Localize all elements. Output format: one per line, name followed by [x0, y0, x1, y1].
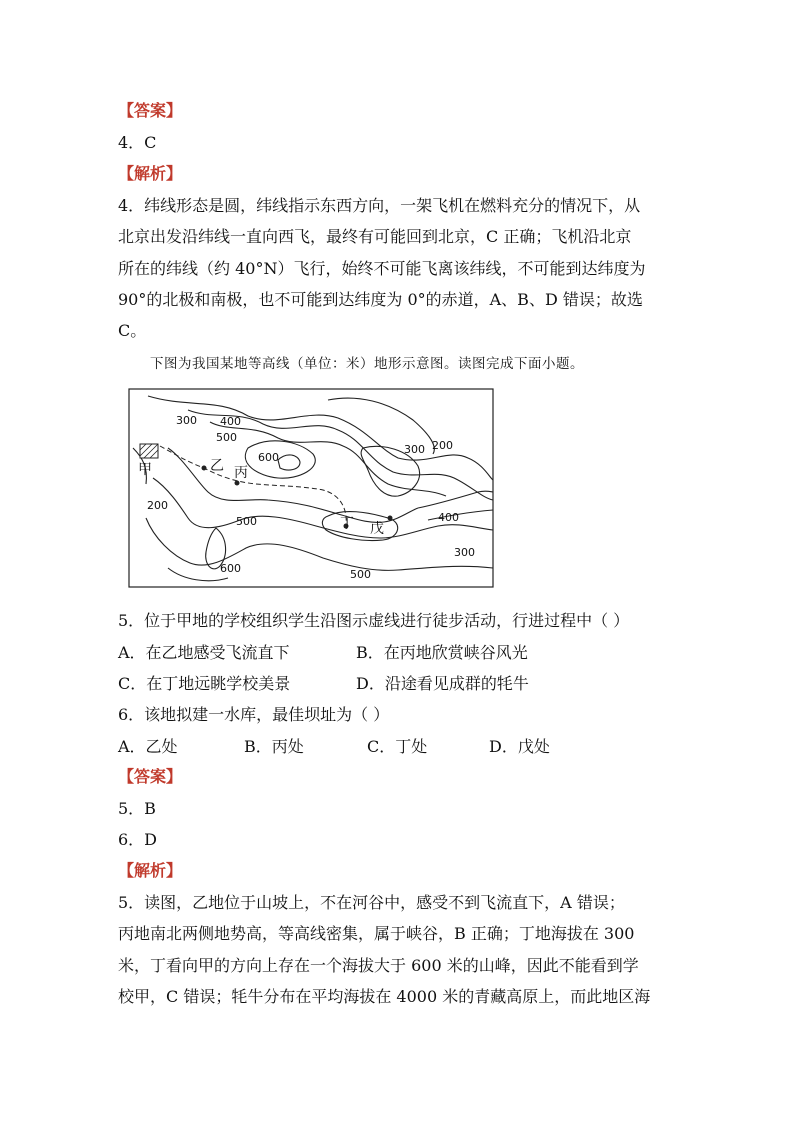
place-wu: 戊	[370, 521, 384, 537]
answer-tag-1: 【答案】	[118, 101, 183, 120]
analysis-line: C。	[118, 321, 147, 340]
contour-label: 500	[216, 431, 237, 444]
figure-caption: 下图为我国某地等高线（单位：米）地形示意图。读图完成下面小题。	[150, 356, 584, 372]
contour-label: 400	[438, 511, 459, 524]
contour-label: 300	[454, 546, 475, 559]
contour-label: 600	[220, 562, 241, 575]
analysis-line: 5．读图，乙地位于山坡上，不在河谷中，感受不到飞流直下，A 错误；	[118, 893, 625, 912]
analysis-line: 北京出发沿纬线一直向西飞，最终有可能回到北京，C 正确；飞机沿北京	[118, 227, 632, 246]
answer-tag-2: 【答案】	[118, 767, 183, 786]
contour-label: 500	[236, 515, 257, 528]
point-bing	[235, 481, 240, 486]
analysis-line: 4．纬线形态是圆，纬线指示东西方向，一架飞机在燃料充分的情况下，从	[118, 196, 641, 215]
analysis-tag-2: 【解析】	[118, 861, 183, 880]
question-6-stem: 6．该地拟建一水库，最佳坝址为（ ）	[118, 705, 390, 724]
contour-label: 300	[176, 414, 197, 427]
analysis-line: 所在的纬线（约 40°N）飞行，始终不可能飞离该纬线，不可能到达纬度为	[118, 259, 646, 278]
analysis-line: 米，丁看向甲的方向上存在一个海拔大于 600 米的山峰，因此不能看到学	[118, 956, 639, 975]
place-ding: 丁	[340, 516, 354, 532]
q6-option-c: C．丁处	[367, 737, 428, 756]
q6-option-a: A．乙处	[118, 737, 178, 756]
q5-option-c: C．在丁地远眺学校美景	[118, 674, 291, 693]
analysis-line: 丙地南北两侧地势高，等高线密集，属于峡谷，B 正确；丁地海拔在 300	[118, 924, 635, 943]
answer-4: 4．C	[118, 133, 157, 152]
analysis-line: 校甲，C 错误；牦牛分布在平均海拔在 4000 米的青藏高原上，而此地区海	[118, 987, 651, 1006]
point-yi	[202, 466, 207, 471]
q5-option-b: B．在丙地欣赏峡谷风光	[356, 643, 528, 662]
analysis-line: 90°的北极和南极，也不可能到达纬度为 0°的赤道，A、B、D 错误；故选	[118, 290, 643, 309]
contour-label: 200	[432, 439, 453, 452]
answer-5: 5．B	[118, 799, 156, 818]
q6-option-d: D．戊处	[489, 737, 550, 756]
point-wu	[388, 516, 393, 521]
contour-label: 200	[147, 499, 168, 512]
q5-option-a: A．在乙地感受飞流直下	[118, 643, 290, 662]
place-bing: 丙	[234, 465, 248, 481]
place-jia: 甲	[138, 462, 152, 478]
contour-label: 500	[350, 568, 371, 581]
answer-6: 6．D	[118, 830, 158, 849]
contour-map	[128, 388, 494, 588]
q6-option-b: B．丙处	[244, 737, 304, 756]
contour-label: 400	[220, 415, 241, 428]
q5-option-d: D．沿途看见成群的牦牛	[356, 674, 529, 693]
question-5-stem: 5．位于甲地的学校组织学生沿图示虚线进行徒步活动，行进过程中（ ）	[118, 611, 630, 630]
place-yi: 乙	[210, 458, 224, 474]
analysis-tag-1: 【解析】	[118, 164, 183, 183]
contour-label: 600	[258, 451, 279, 464]
contour-label: 300	[404, 443, 425, 456]
